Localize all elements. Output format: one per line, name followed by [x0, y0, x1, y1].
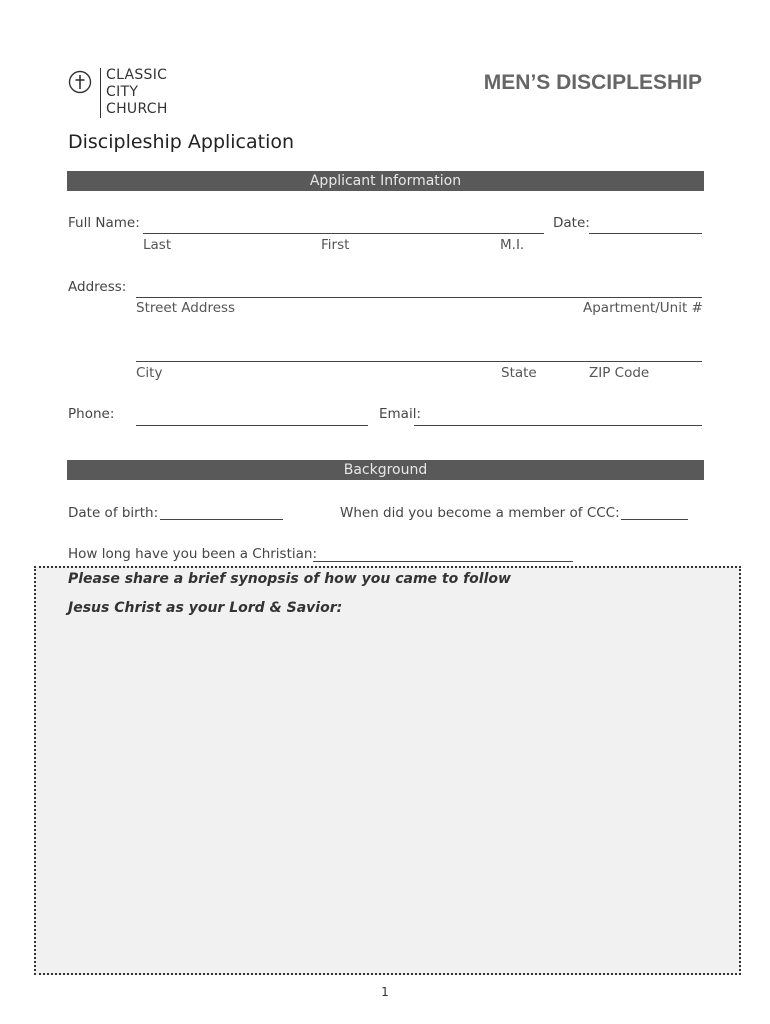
date-of-birth-field[interactable]	[160, 519, 283, 520]
zip-caption: ZIP Code	[589, 365, 650, 381]
state-caption: State	[501, 365, 537, 381]
street-address-field[interactable]	[136, 297, 702, 298]
form-title: Discipleship Application	[68, 131, 295, 153]
church-logo-text	[106, 67, 168, 118]
city-caption: City	[136, 365, 163, 381]
last-name-caption: Last	[143, 237, 172, 253]
apartment-caption: Apartment/Unit #	[583, 300, 703, 316]
logo-line: CITY	[106, 84, 139, 100]
logo-line: CHURCH	[106, 101, 168, 117]
section-header-background: Background	[67, 460, 704, 480]
date-field[interactable]	[589, 233, 702, 234]
phone-label: Phone:	[68, 406, 115, 422]
page-number: 1	[381, 985, 389, 999]
email-label: Email:	[379, 406, 422, 422]
date-label: Date:	[553, 215, 590, 231]
years-christian-field[interactable]	[313, 561, 573, 562]
full-name-field[interactable]	[143, 233, 544, 234]
email-field[interactable]	[414, 425, 702, 426]
member-since-field[interactable]	[621, 519, 688, 520]
years-christian-label: How long have you been a Christian:	[68, 546, 318, 562]
synopsis-text-area[interactable]	[34, 566, 741, 975]
logo-line: CLASSIC	[106, 67, 168, 83]
cross-in-circle-icon	[68, 70, 92, 94]
address-label: Address:	[68, 279, 127, 295]
date-of-birth-label: Date of birth:	[68, 505, 159, 521]
document-title: MEN’S DISCIPLESHIP	[483, 71, 702, 94]
member-since-label: When did you become a member of CCC:	[340, 505, 620, 521]
logo-divider	[100, 68, 101, 118]
street-address-caption: Street Address	[136, 300, 236, 316]
synopsis-question-line1: Please share a brief synopsis of how you came to follow	[68, 571, 511, 587]
section-header-applicant: Applicant Information	[67, 171, 704, 191]
full-name-label: Full Name:	[68, 215, 140, 231]
phone-field[interactable]	[136, 425, 368, 426]
first-name-caption: First	[321, 237, 350, 253]
middle-initial-caption: M.I.	[500, 237, 525, 253]
city-state-zip-field[interactable]	[136, 361, 702, 362]
synopsis-question-line2: Jesus Christ as your Lord & Savior:	[68, 600, 343, 616]
